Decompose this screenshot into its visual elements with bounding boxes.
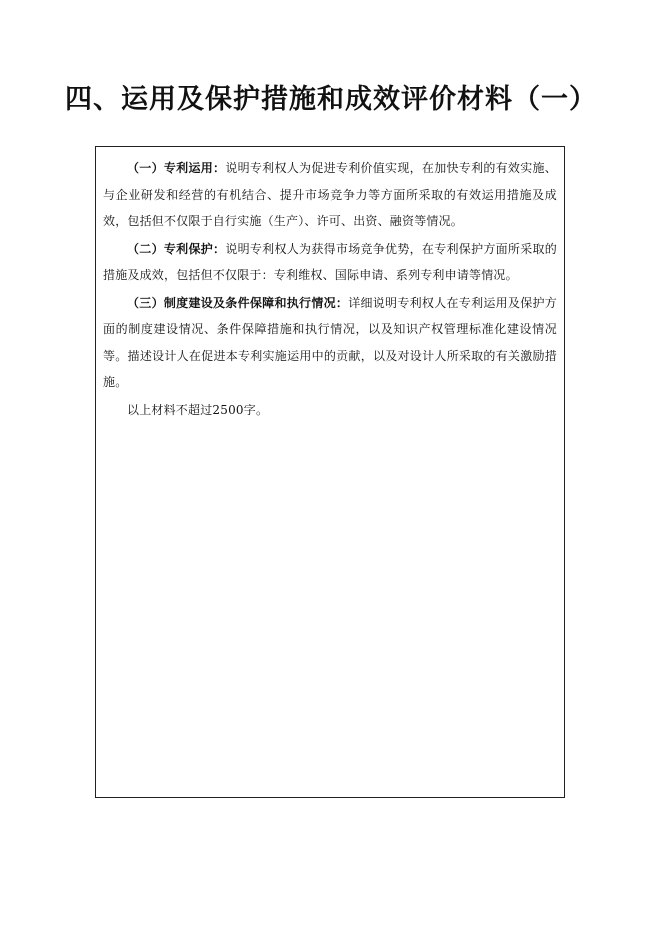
word-limit-note: 以上材料不超过2500字。	[127, 402, 269, 417]
section-body: 说明专利权人为促进专利价值实现，在加快专利的有效实施、与企业研发和经营的有机结合、提升市场竞争力等方面所采取的有效运用措施及成效，包括但不仅限于自行实施（生产）、许可、出资、融资等情况。	[103, 161, 557, 228]
section-system-building	[103, 290, 557, 396]
section-body: 说明专利权人为获得市场竞争优势，在专利保护方面所采取的措施及成效，包括但不仅限于：专利维权、国际申请、系列专利申请等情况。	[103, 241, 557, 282]
section-heading: （一）专利运用：	[127, 161, 226, 175]
section-heading: （三）制度建设及条件保障和执行情况：	[127, 295, 349, 310]
content-box	[95, 146, 565, 798]
section-patent-protection	[103, 236, 557, 289]
section-body: 详细说明专利权人在专利运用及保护方面的制度建设情况、条件保障措施和执行情况，以及知识产权管理标准化建设情况等。描述设计人在促进本专利实施运用中的贡献，以及对设计人所采取的有关激励措施。	[103, 295, 557, 389]
page-title: 四、运用及保护措施和成效评价材料（一）	[65, 84, 597, 115]
section-patent-use	[103, 155, 557, 235]
section-heading: （二）专利保护：	[127, 241, 226, 256]
